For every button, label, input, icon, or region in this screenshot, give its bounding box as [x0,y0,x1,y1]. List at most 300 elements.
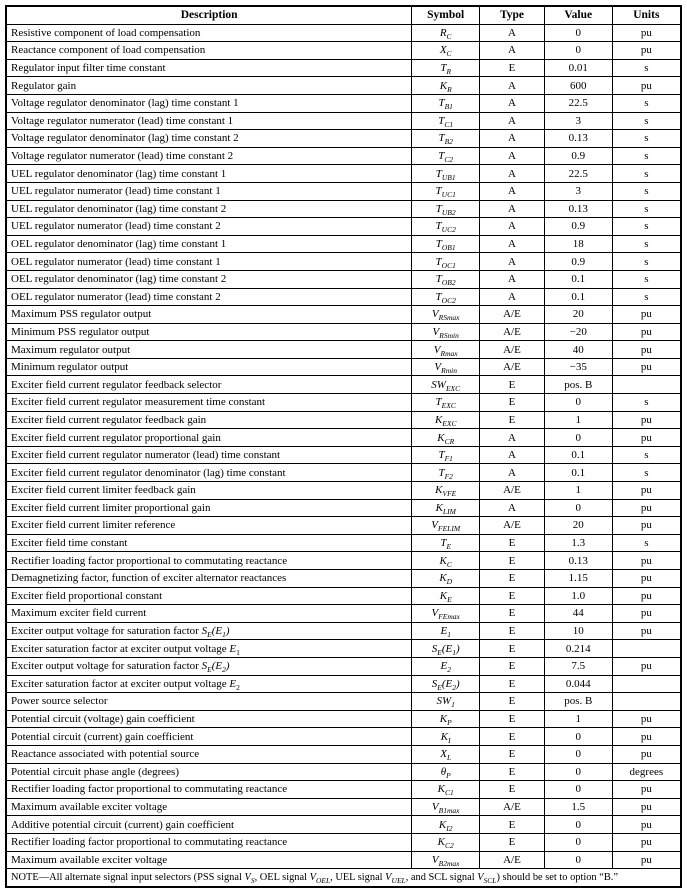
table-row [6,341,681,359]
cell-units: pu [612,323,681,341]
cell-symbol: $T_{OC1}$ [412,253,480,271]
cell-description: Exciter output voltage for saturation factor $S_E(E_2)$ [6,657,412,675]
cell-description: OEL regulator numerator (lead) time constant 2 [6,288,412,306]
table-row [6,781,681,799]
cell-description: Voltage regulator numerator (lead) time constant 1 [6,112,412,130]
cell-type: E [480,59,545,77]
cell-units: s [612,288,681,306]
cell-units: s [612,394,681,412]
table-row [6,323,681,341]
cell-type: E [480,781,545,799]
cell-value: 0.13 [544,130,612,148]
cell-units: pu [612,587,681,605]
table-row [6,499,681,517]
cell-value: 0.13 [544,552,612,570]
cell-description: Rectifier loading factor proportional to commutating reactance [6,552,412,570]
cell-value: 3 [544,112,612,130]
cell-units: s [612,94,681,112]
cell-description: Potential circuit phase angle (degrees) [6,763,412,781]
cell-type: A/E [480,306,545,324]
cell-description: Exciter field current limiter reference [6,517,412,535]
cell-units: pu [612,482,681,500]
cell-type: E [480,376,545,394]
table-row [6,833,681,851]
cell-symbol: $V_{Rmax}$ [412,341,480,359]
table-row [6,763,681,781]
cell-value: 0.1 [544,464,612,482]
cell-description: Exciter field current regulator denominator (lag) time constant [6,464,412,482]
cell-units: pu [612,798,681,816]
cell-symbol: $K_{I2}$ [412,816,480,834]
cell-description: Exciter field current regulator proportional gain [6,429,412,447]
cell-description: Demagnetizing factor, function of exciter alternator reactances [6,570,412,588]
header-row [6,6,681,24]
cell-type: E [480,728,545,746]
cell-value: 0.9 [544,218,612,236]
table-row [6,482,681,500]
cell-description: Exciter field proportional constant [6,587,412,605]
table-row [6,798,681,816]
cell-description: Exciter field current regulator measurement time constant [6,394,412,412]
cell-value: 0 [544,24,612,42]
cell-symbol: $K_{CR}$ [412,429,480,447]
cell-symbol: $T_{C1}$ [412,112,480,130]
table-row [6,253,681,271]
cell-type: E [480,605,545,623]
cell-value: 0.13 [544,200,612,218]
cell-units: pu [612,816,681,834]
table-row [6,112,681,130]
cell-units: s [612,147,681,165]
cell-value: 1.5 [544,798,612,816]
cell-type: A/E [480,517,545,535]
cell-symbol: $T_{B1}$ [412,94,480,112]
table-row [6,235,681,253]
parameter-table [5,5,682,888]
cell-type: E [480,534,545,552]
cell-value: 0.1 [544,288,612,306]
cell-value: 1 [544,710,612,728]
cell-value: 3 [544,182,612,200]
cell-units: s [612,112,681,130]
cell-units [612,675,681,693]
table-row [6,657,681,675]
table-row [6,675,681,693]
table-row [6,94,681,112]
table-row [6,182,681,200]
table-row [6,411,681,429]
cell-description: Potential circuit (current) gain coefficient [6,728,412,746]
cell-description: UEL regulator numerator (lead) time constant 2 [6,218,412,236]
table-row [6,446,681,464]
table-note: NOTE—All alternate signal input selectors (PSS signal $V_S$, OEL signal $V_{OEL}$, UEL signal $V_{UEL}$, and SCL signal $V_{SCL}$) should be set to option “B.” [6,869,681,887]
cell-units: s [612,270,681,288]
cell-description: Potential circuit (voltage) gain coefficient [6,710,412,728]
cell-symbol: $V_{Rmin}$ [412,358,480,376]
cell-symbol: $V_{B1max}$ [412,798,480,816]
cell-type: E [480,640,545,658]
cell-type: E [480,552,545,570]
table-row [6,77,681,95]
cell-value: 0 [544,429,612,447]
cell-value: 10 [544,622,612,640]
cell-symbol: $K_{VFE}$ [412,482,480,500]
cell-type: A [480,42,545,60]
cell-description: Voltage regulator denominator (lag) time constant 2 [6,130,412,148]
cell-type: A [480,130,545,148]
cell-units: pu [612,605,681,623]
cell-value: pos. B [544,693,612,711]
cell-symbol: $K_{C1}$ [412,781,480,799]
cell-symbol: $T_{C2}$ [412,147,480,165]
cell-value: 22.5 [544,94,612,112]
table-row [6,59,681,77]
cell-type: E [480,745,545,763]
cell-description: Exciter field current regulator feedback gain [6,411,412,429]
cell-value: 44 [544,605,612,623]
cell-type: A [480,464,545,482]
cell-type: E [480,394,545,412]
cell-value: 1.0 [544,587,612,605]
cell-units: s [612,59,681,77]
cell-units: pu [612,411,681,429]
cell-type: A [480,218,545,236]
cell-symbol: $K_{LIM}$ [412,499,480,517]
cell-units: pu [612,306,681,324]
cell-value: 0.9 [544,253,612,271]
cell-type: E [480,710,545,728]
table-row [6,534,681,552]
cell-units: s [612,253,681,271]
cell-value: 0.044 [544,675,612,693]
cell-type: A/E [480,323,545,341]
table-footer [6,869,681,887]
cell-description: OEL regulator denominator (lag) time constant 2 [6,270,412,288]
cell-symbol: $K_R$ [412,77,480,95]
cell-type: E [480,816,545,834]
cell-description: Regulator input filter time constant [6,59,412,77]
cell-symbol: $T_E$ [412,534,480,552]
cell-symbol: $T_{EXC}$ [412,394,480,412]
cell-units: s [612,534,681,552]
cell-description: Exciter saturation factor at exciter output voltage $E_2$ [6,675,412,693]
cell-units: pu [612,77,681,95]
table-row [6,200,681,218]
cell-units: pu [612,570,681,588]
cell-symbol: $T_{UC1}$ [412,182,480,200]
cell-type: A [480,24,545,42]
table-row [6,147,681,165]
cell-symbol: $R_C$ [412,24,480,42]
cell-value: 1.15 [544,570,612,588]
cell-symbol: $K_C$ [412,552,480,570]
cell-description: Minimum PSS regulator output [6,323,412,341]
cell-symbol: $SW_{EXC}$ [412,376,480,394]
cell-units: s [612,165,681,183]
table-row [6,622,681,640]
cell-value: 600 [544,77,612,95]
cell-type: A [480,499,545,517]
cell-type: A [480,288,545,306]
cell-type: E [480,693,545,711]
cell-symbol: $X_C$ [412,42,480,60]
table-row [6,745,681,763]
cell-units: pu [612,552,681,570]
cell-symbol: $K_I$ [412,728,480,746]
cell-units: pu [612,622,681,640]
cell-description: Maximum exciter field current [6,605,412,623]
cell-type: A [480,446,545,464]
cell-value: 0 [544,745,612,763]
cell-units: s [612,446,681,464]
cell-value: 18 [544,235,612,253]
cell-description: Exciter field current regulator numerator (lead) time constant [6,446,412,464]
table-row [6,288,681,306]
cell-symbol: $T_{F2}$ [412,464,480,482]
cell-description: OEL regulator denominator (lag) time constant 1 [6,235,412,253]
table-row [6,605,681,623]
cell-units: pu [612,42,681,60]
table-row [6,570,681,588]
cell-units: degrees [612,763,681,781]
cell-units: pu [612,781,681,799]
cell-description: Reactance associated with potential source [6,745,412,763]
cell-units: pu [612,657,681,675]
cell-symbol: $T_{OB2}$ [412,270,480,288]
note-row [6,869,681,887]
cell-value: 0.1 [544,270,612,288]
cell-symbol: $\theta_P$ [412,763,480,781]
cell-description: Exciter saturation factor at exciter output voltage $E_1$ [6,640,412,658]
cell-value: 40 [544,341,612,359]
table-row [6,358,681,376]
cell-description: Maximum PSS regulator output [6,306,412,324]
cell-type: A [480,200,545,218]
table-row [6,517,681,535]
cell-symbol: $T_R$ [412,59,480,77]
cell-symbol: $K_E$ [412,587,480,605]
cell-value: 0 [544,851,612,869]
cell-symbol: $V_{B2max}$ [412,851,480,869]
cell-description: Exciter field current limiter feedback gain [6,482,412,500]
cell-value: 20 [544,306,612,324]
table-row [6,728,681,746]
cell-units: s [612,200,681,218]
header-type: Type [480,6,545,24]
cell-type: A [480,429,545,447]
table-row [6,710,681,728]
cell-type: E [480,763,545,781]
cell-type: A [480,182,545,200]
header-units: Units [612,6,681,24]
cell-type: A/E [480,798,545,816]
cell-symbol: $V_{RSmin}$ [412,323,480,341]
cell-symbol: $K_P$ [412,710,480,728]
table-row [6,24,681,42]
cell-units: pu [612,358,681,376]
cell-units: pu [612,833,681,851]
cell-symbol: $V_{FELIM}$ [412,517,480,535]
cell-value: 0 [544,763,612,781]
cell-value: 1.3 [544,534,612,552]
table-row [6,42,681,60]
cell-description: Reactance component of load compensation [6,42,412,60]
cell-value: 0.01 [544,59,612,77]
cell-description: Rectifier loading factor proportional to commutating reactance [6,781,412,799]
cell-type: A [480,253,545,271]
cell-type: A/E [480,358,545,376]
cell-value: 20 [544,517,612,535]
cell-value: 0 [544,781,612,799]
header-symbol: Symbol [412,6,480,24]
table-row [6,429,681,447]
cell-type: E [480,587,545,605]
table-row [6,693,681,711]
cell-description: UEL regulator numerator (lead) time constant 1 [6,182,412,200]
cell-description: Power source selector [6,693,412,711]
cell-units: pu [612,341,681,359]
cell-symbol: $T_{UC2}$ [412,218,480,236]
cell-value: 22.5 [544,165,612,183]
cell-description: Maximum available exciter voltage [6,798,412,816]
cell-symbol: $T_{UB2}$ [412,200,480,218]
parameter-table-body [6,24,681,869]
cell-value: 0.214 [544,640,612,658]
cell-type: E [480,675,545,693]
cell-description: Voltage regulator denominator (lag) time constant 1 [6,94,412,112]
cell-description: Regulator gain [6,77,412,95]
cell-description: Exciter field current limiter proportional gain [6,499,412,517]
cell-value: 7.5 [544,657,612,675]
cell-units: s [612,235,681,253]
cell-type: A [480,235,545,253]
table-row [6,816,681,834]
cell-units: pu [612,24,681,42]
cell-units [612,376,681,394]
cell-type: A [480,112,545,130]
table-row [6,552,681,570]
table-row [6,394,681,412]
cell-type: A [480,77,545,95]
cell-units: s [612,218,681,236]
table-row [6,587,681,605]
cell-value: 0 [544,816,612,834]
table-header [6,6,681,24]
cell-description: Exciter field current regulator feedback selector [6,376,412,394]
cell-units [612,693,681,711]
cell-description: Exciter output voltage for saturation factor $S_E(E_1)$ [6,622,412,640]
cell-value: 1 [544,482,612,500]
cell-symbol: $V_{RSmax}$ [412,306,480,324]
cell-symbol: $S_E(E_1)$ [412,640,480,658]
cell-units: s [612,464,681,482]
cell-value: 0 [544,833,612,851]
cell-type: E [480,833,545,851]
table-row [6,130,681,148]
cell-symbol: $E_1$ [412,622,480,640]
header-value: Value [544,6,612,24]
cell-description: Additive potential circuit (current) gain coefficient [6,816,412,834]
cell-value: 0 [544,394,612,412]
cell-units: pu [612,429,681,447]
cell-value: 0.9 [544,147,612,165]
cell-symbol: $T_{UB1}$ [412,165,480,183]
cell-units: pu [612,517,681,535]
cell-value: −20 [544,323,612,341]
cell-type: E [480,622,545,640]
cell-description: Rectifier loading factor proportional to commutating reactance [6,833,412,851]
cell-symbol: $T_{B2}$ [412,130,480,148]
cell-symbol: $S_E(E_2)$ [412,675,480,693]
header-description: Description [6,6,412,24]
cell-value: 0 [544,728,612,746]
cell-type: E [480,411,545,429]
cell-value: 0 [544,42,612,60]
cell-description: Maximum available exciter voltage [6,851,412,869]
cell-type: E [480,570,545,588]
cell-symbol: $K_{EXC}$ [412,411,480,429]
table-row [6,851,681,869]
cell-symbol: $T_{OC2}$ [412,288,480,306]
cell-description: OEL regulator numerator (lead) time constant 1 [6,253,412,271]
table-row [6,464,681,482]
cell-symbol: $E_2$ [412,657,480,675]
cell-type: A [480,270,545,288]
cell-type: A/E [480,851,545,869]
cell-units: pu [612,499,681,517]
table-row [6,165,681,183]
table-row [6,376,681,394]
cell-type: E [480,657,545,675]
cell-units: s [612,182,681,200]
cell-value: −35 [544,358,612,376]
cell-type: A/E [480,341,545,359]
cell-description: Exciter field time constant [6,534,412,552]
cell-value: pos. B [544,376,612,394]
cell-symbol: $K_D$ [412,570,480,588]
cell-units: pu [612,710,681,728]
cell-units [612,640,681,658]
cell-symbol: $K_{C2}$ [412,833,480,851]
cell-units: pu [612,728,681,746]
cell-description: Voltage regulator numerator (lead) time constant 2 [6,147,412,165]
cell-symbol: $T_{OB1}$ [412,235,480,253]
cell-symbol: $V_{FEmax}$ [412,605,480,623]
cell-description: Resistive component of load compensation [6,24,412,42]
cell-description: Maximum regulator output [6,341,412,359]
cell-units: s [612,130,681,148]
cell-value: 0.1 [544,446,612,464]
cell-type: A [480,94,545,112]
cell-description: Minimum regulator output [6,358,412,376]
cell-type: A [480,147,545,165]
table-row [6,640,681,658]
cell-units: pu [612,851,681,869]
cell-symbol: $SW_1$ [412,693,480,711]
cell-value: 1 [544,411,612,429]
cell-symbol: $T_{F1}$ [412,446,480,464]
table-row [6,270,681,288]
table-row [6,306,681,324]
cell-units: pu [612,745,681,763]
cell-value: 0 [544,499,612,517]
cell-type: A [480,165,545,183]
cell-symbol: $X_L$ [412,745,480,763]
table-row [6,218,681,236]
cell-description: UEL regulator denominator (lag) time constant 1 [6,165,412,183]
cell-description: UEL regulator denominator (lag) time constant 2 [6,200,412,218]
cell-type: A/E [480,482,545,500]
